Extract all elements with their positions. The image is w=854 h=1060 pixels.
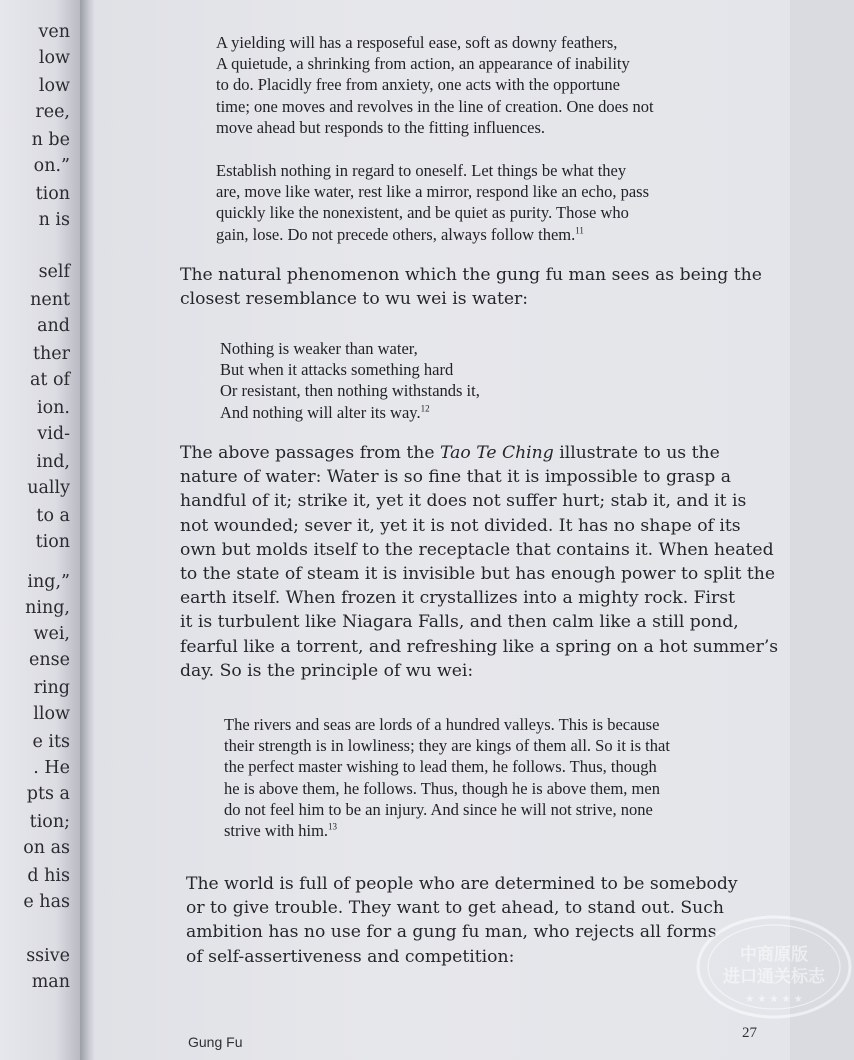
left-page-text-fragment: n be [31, 130, 70, 150]
left-page-text-fragment: ually [27, 478, 70, 498]
footnote-marker: 13 [328, 821, 338, 832]
left-page-text-fragment: ree, [35, 102, 70, 122]
left-page-text-fragment: e has [23, 892, 70, 912]
left-page-text-fragment: ring [33, 678, 70, 698]
quote-line: do not feel him to be an injury. And since he will not strive, none [224, 799, 653, 819]
left-page-text-fragment: tion [35, 184, 70, 204]
left-page-text-fragment: ssive [26, 946, 70, 966]
quote-line: are, move like water, rest like a mirror, respond like an echo, pass [216, 182, 650, 202]
left-facing-page [0, 0, 80, 1060]
paragraph-line: The world is full of people who are determined to be somebody [186, 874, 738, 894]
book-title-italic: Tao Te Ching [440, 443, 554, 463]
left-page-text-fragment: llow [33, 704, 70, 724]
left-page-text-fragment: nent [30, 290, 70, 310]
paragraph-text: The above passages from the [180, 443, 441, 463]
quote-line: to do. Placidly free from anxiety, one acts with the opportune [216, 75, 620, 95]
poem-line: But when it attacks something hard [220, 360, 454, 380]
left-page-text-fragment: e its [32, 732, 70, 752]
paragraph-line: day. So is the principle of wu wei: [180, 660, 474, 681]
quote-line-text: gain, lose. Do not precede others, always follow them. [216, 224, 576, 244]
paragraph-line: ambition has no use for a gung fu man, who rejects all forms [186, 922, 717, 943]
watermark-text-1: 中商原版 [740, 945, 808, 965]
left-page-text-fragment: self [38, 262, 70, 282]
left-page-text-fragment: to a [36, 506, 70, 526]
quote-line: move ahead but responds to the fitting influences. [216, 117, 546, 137]
quote-line: their strength is in lowliness; they are kings of them all. So it is that [224, 736, 670, 756]
left-page-text-fragment: ind, [36, 452, 70, 472]
quote-block-1 [216, 32, 716, 138]
left-page-text-fragment: on.” [33, 156, 70, 176]
page-number: 27 [742, 1025, 757, 1041]
left-page-text-fragment: and [37, 316, 70, 336]
left-page-text-fragment: ven [38, 22, 70, 42]
left-page-text-fragment: ing,” [27, 572, 70, 592]
paragraph-line: earth itself. When frozen it crystallizes into a mighty rock. First [180, 588, 736, 609]
book-gutter [80, 0, 94, 1060]
quote-line: time; one moves and revolves in the line of creation. One does not [216, 96, 654, 116]
quote-line: he is above them, he follows. Thus, though he is above them, men [224, 778, 660, 798]
quote-line: the perfect master wishing to lead them, he follows. Thus, though [224, 757, 657, 777]
left-page-text-fragment: ning, [25, 598, 70, 618]
paragraph-line: or to give trouble. They want to get ahead, to stand out. Such [186, 898, 724, 919]
left-page-text-fragment: n is [38, 210, 70, 230]
quote-line: Establish nothing in regard to oneself. Let things be what they [216, 161, 627, 180]
paragraph-line: it is turbulent like Niagara Falls, and then calm like a still pond, [180, 612, 739, 633]
left-page-text-fragment: ion. [37, 398, 70, 418]
quote-block-4 [224, 714, 724, 841]
paragraph-line: not wounded; sever it, yet it is not divided. It has no shape of its [180, 515, 741, 536]
import-seal-watermark [694, 912, 854, 1022]
left-page-text-fragment: pts a [26, 784, 70, 804]
watermark-stars: ★ ★ ★ ★ ★ [745, 994, 803, 1005]
paragraph-line: The natural phenomenon which the gung fu man sees as being the [180, 265, 762, 285]
left-page-text-fragment: at of [29, 370, 70, 390]
left-page-text-fragment: tion [35, 532, 70, 552]
book-page [94, 0, 825, 1060]
paragraph-line [180, 441, 760, 465]
paragraph-1 [180, 263, 760, 311]
quote-line: quickly like the nonexistent, and be quiet as purity. Those who [216, 203, 629, 223]
quote-line: The rivers and seas are lords of a hundred valleys. This is because [224, 715, 660, 734]
left-page-text-fragment: . He [33, 758, 70, 778]
paragraph-line: of self-assertiveness and competition: [186, 946, 515, 967]
paragraph-3 [186, 872, 766, 969]
footnote-marker: 11 [575, 225, 584, 236]
quote-line [216, 224, 716, 245]
left-page-text-fragment: vid- [37, 424, 70, 444]
quote-line: A quietude, a shrinking from action, an appearance of inability [216, 54, 630, 74]
poem-line: Or resistant, then nothing withstands it, [220, 381, 480, 401]
left-page-text-fragment: ense [29, 650, 70, 670]
paragraph-line: handful of it; strike it, yet it does not suffer hurt; stab it, and it is [180, 491, 747, 512]
paragraph-text: illustrate to us the [553, 443, 720, 463]
left-page-text-fragment: wei, [33, 624, 70, 644]
poem-line [220, 402, 640, 423]
paragraph-line: to the state of steam it is invisible but has enough power to split the [180, 564, 775, 585]
quote-line-text: strive with him. [224, 821, 329, 841]
left-page-text-fragment: low [38, 76, 70, 96]
paragraph-line: fearful like a torrent, and refreshing like a spring on a hot summer’s [180, 636, 779, 657]
poem-line: Nothing is weaker than water, [220, 339, 418, 358]
left-page-text-fragment: d his [27, 866, 70, 886]
quote-block-3-poem [220, 338, 640, 423]
left-page-text-fragment: on as [23, 838, 70, 858]
running-title: Gung Fu [188, 1034, 243, 1050]
paragraph-2 [180, 441, 779, 683]
watermark-text-2: 进口通关标志 [723, 967, 825, 987]
quote-line [224, 820, 724, 841]
quote-block-2 [216, 160, 716, 245]
paragraph-line: nature of water: Water is so fine that it is impossible to grasp a [180, 467, 731, 488]
left-page-text-fragment: ther [32, 344, 70, 364]
left-page-text-fragment: man [31, 972, 70, 992]
footnote-marker: 12 [420, 403, 430, 414]
left-page-text-fragment: low [38, 48, 70, 68]
poem-line-text: And nothing will alter its way. [220, 402, 421, 422]
left-page-text-fragment: tion; [29, 812, 70, 832]
quote-line: A yielding will has a resposeful ease, soft as downy feathers, [216, 33, 618, 52]
paragraph-line: own but molds itself to the receptacle that contains it. When heated [180, 539, 774, 560]
paragraph-line: closest resemblance to wu wei is water: [180, 289, 529, 310]
